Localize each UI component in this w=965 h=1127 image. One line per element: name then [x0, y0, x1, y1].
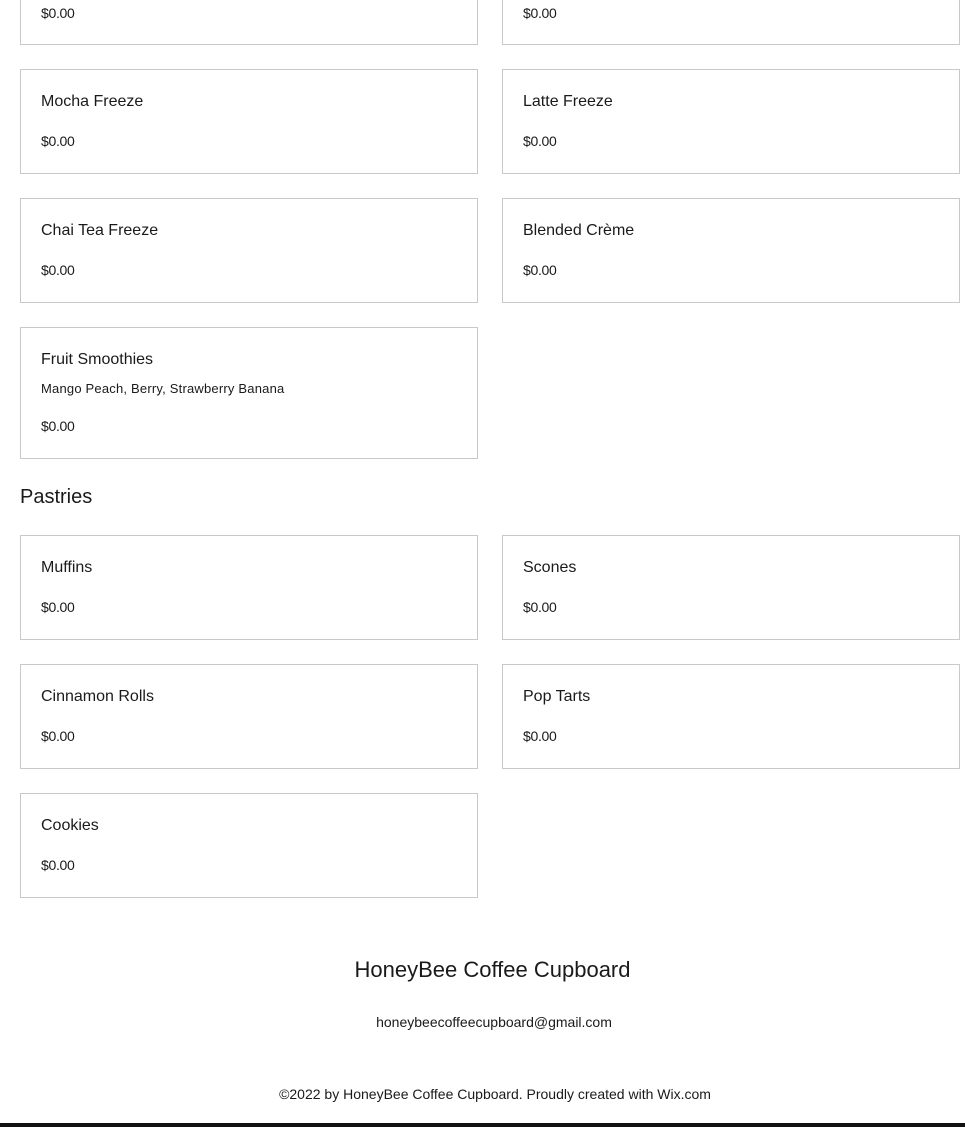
menu-item-price: $0.00	[523, 599, 557, 615]
menu-item-name: Chai Tea Freeze	[41, 222, 159, 239]
menu-item-card[interactable]	[502, 69, 960, 174]
menu-item-name: Cinnamon Rolls	[41, 688, 154, 705]
menu-item-name: Blended Crème	[523, 222, 635, 239]
menu-item-name: Fruit Smoothies	[41, 351, 154, 368]
menu-item-name: Pop Tarts	[523, 688, 591, 705]
footer-email-link[interactable]: honeybeecoffeecupboard@gmail.com	[376, 1014, 612, 1030]
menu-item-price: $0.00	[523, 728, 557, 744]
menu-item-name: Mocha Freeze	[41, 93, 144, 110]
menu-item-card[interactable]	[20, 198, 478, 303]
menu-item-name: Latte Freeze	[523, 93, 613, 110]
menu-item-price: $0.00	[41, 262, 75, 278]
menu-item-price: $0.00	[523, 262, 557, 278]
menu-item-card[interactable]	[502, 535, 960, 640]
menu-item-card[interactable]	[502, 0, 960, 45]
menu-item-price: $0.00	[41, 728, 75, 744]
menu-item-card[interactable]	[502, 664, 960, 769]
menu-item-price: $0.00	[41, 418, 75, 434]
footer-copyright: ©2022 by HoneyBee Coffee Cupboard. Proudly created with Wix.com	[279, 1086, 711, 1102]
menu-item-price: $0.00	[41, 5, 75, 21]
menu-item-card[interactable]	[20, 535, 478, 640]
menu-item-name: Cookies	[41, 817, 99, 834]
menu-item-price: $0.00	[523, 5, 557, 21]
menu-item-price: $0.00	[41, 599, 75, 615]
menu-item-name: Muffins	[41, 559, 93, 576]
section-title-pastries: Pastries	[20, 486, 93, 508]
menu-item-card[interactable]	[20, 664, 478, 769]
menu-item-price: $0.00	[41, 133, 75, 149]
menu-item-card[interactable]	[20, 793, 478, 898]
menu-item-card[interactable]	[20, 0, 478, 45]
menu-item-name: Scones	[523, 559, 577, 576]
bottom-bar	[0, 1123, 965, 1127]
menu-item-card[interactable]	[20, 327, 478, 459]
menu-item-card[interactable]	[20, 69, 478, 174]
menu-item-description: Mango Peach, Berry, Strawberry Banana	[41, 381, 285, 396]
menu-item-price: $0.00	[523, 133, 557, 149]
menu-item-card[interactable]	[502, 198, 960, 303]
menu-item-price: $0.00	[41, 857, 75, 873]
footer-site-title: HoneyBee Coffee Cupboard	[354, 957, 631, 982]
